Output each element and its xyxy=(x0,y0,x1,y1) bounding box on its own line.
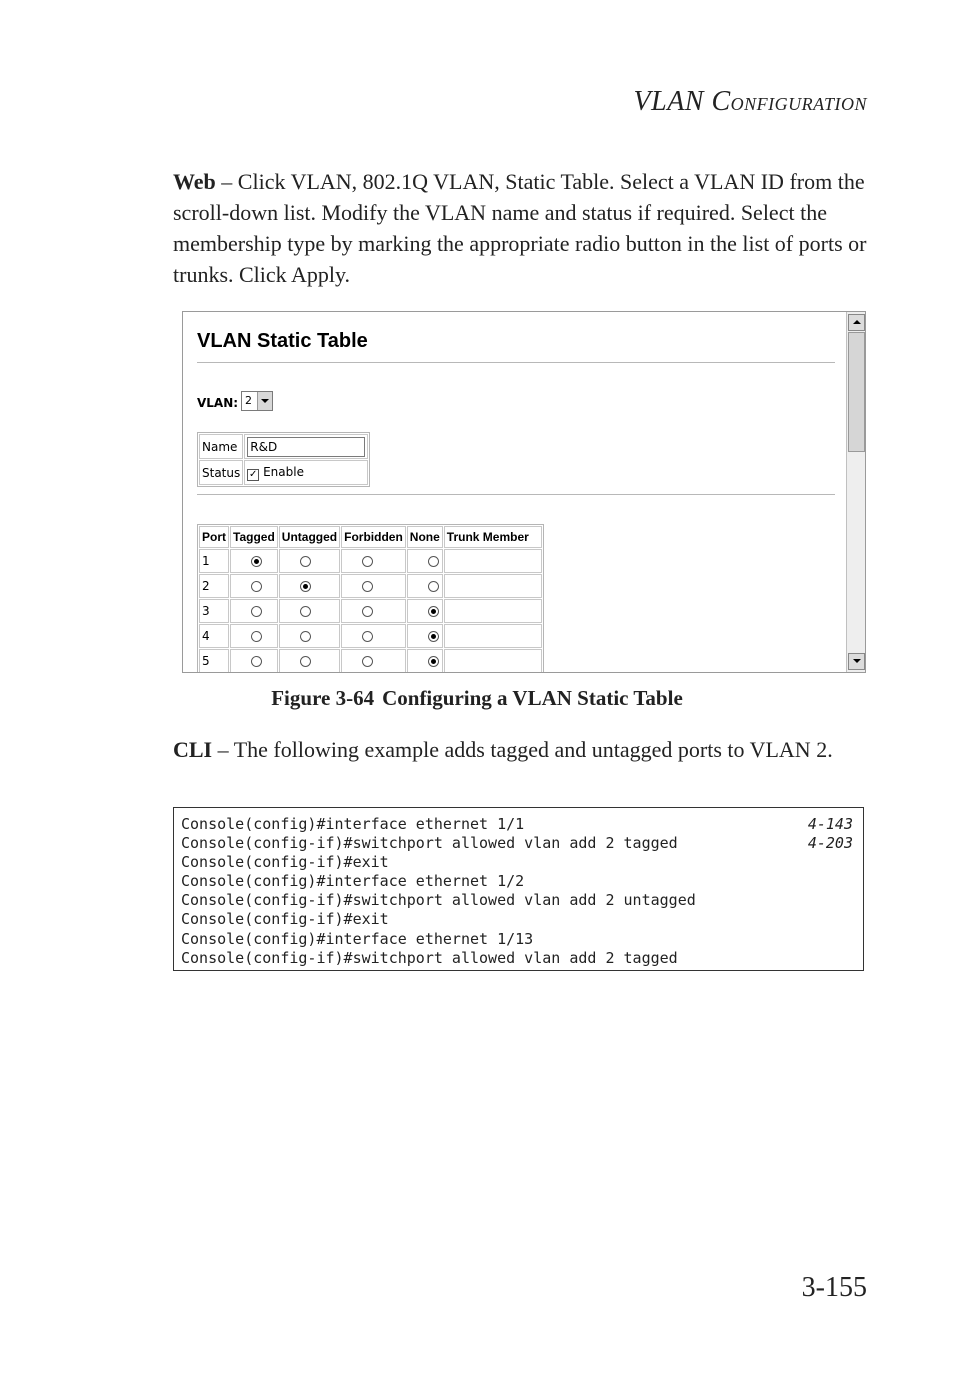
code-reference: 4-203 xyxy=(807,834,853,853)
radio-untagged[interactable] xyxy=(300,606,311,617)
figure-caption xyxy=(0,686,954,711)
divider xyxy=(197,494,835,495)
trunk-member-cell xyxy=(444,649,542,673)
scrollbar[interactable] xyxy=(846,312,865,672)
radio-untagged[interactable] xyxy=(300,581,311,592)
code-text: Console(config-if)#exit xyxy=(181,853,389,872)
code-line xyxy=(181,815,853,834)
code-text: Console(config-if)#exit xyxy=(181,910,389,929)
port-number: 4 xyxy=(199,624,229,648)
running-head: VLAN CONFIGURATION xyxy=(633,86,867,117)
radio-tagged[interactable] xyxy=(251,581,262,592)
radio-tagged[interactable] xyxy=(251,631,262,642)
page-number: 3-155 xyxy=(801,1272,867,1303)
radio-tagged[interactable] xyxy=(251,606,262,617)
code-text: Console(config)#interface ethernet 1/13 xyxy=(181,929,534,948)
column-header: Forbidden xyxy=(341,526,406,548)
code-line xyxy=(181,834,853,853)
radio-none[interactable] xyxy=(428,631,439,642)
column-header: None xyxy=(407,526,443,548)
code-line xyxy=(181,930,853,949)
radio-untagged[interactable] xyxy=(300,656,311,667)
code-text: Console(config-if)#switchport allowed vlan add 2 untagged xyxy=(181,891,696,910)
table-row xyxy=(199,649,542,673)
column-header: Tagged xyxy=(230,526,278,548)
table-row xyxy=(199,549,542,573)
radio-forbidden[interactable] xyxy=(362,556,373,567)
code-text: Console(config-if)#switchport allowed vlan add 2 tagged xyxy=(181,834,678,853)
figure-label: Figure 3-64 xyxy=(271,686,375,710)
radio-none[interactable] xyxy=(428,606,439,617)
radio-none[interactable] xyxy=(428,581,439,592)
code-line xyxy=(181,891,853,910)
cli-text: – The following example adds tagged and untagged ports to VLAN 2. xyxy=(212,737,833,762)
cli-lead: CLI xyxy=(173,737,213,762)
port-number: 3 xyxy=(199,599,229,623)
code-line xyxy=(181,872,853,891)
column-header: Trunk Member xyxy=(444,526,542,548)
trunk-member-cell xyxy=(444,549,542,573)
vlan-select-value: 2 xyxy=(245,394,252,407)
radio-tagged[interactable] xyxy=(251,556,262,567)
trunk-member-cell xyxy=(444,599,542,623)
name-label: Name xyxy=(199,434,243,459)
code-line xyxy=(181,853,853,872)
radio-tagged[interactable] xyxy=(251,656,262,667)
web-lead: Web xyxy=(173,169,216,194)
radio-none[interactable] xyxy=(428,656,439,667)
web-text: – Click VLAN, 802.1Q VLAN, Static Table. Select a VLAN ID from the scroll-down list. Modify the VLAN name and status if required. Select the membership type by marking the appropriate radio button in the list of ports or trunks. Click Apply. xyxy=(173,169,867,287)
port-membership-table xyxy=(197,524,544,673)
screenshot-title: VLAN Static Table xyxy=(197,330,368,352)
status-option-label: Enable xyxy=(263,464,304,479)
cli-instructions xyxy=(173,734,873,765)
table-row xyxy=(199,574,542,598)
trunk-member-cell xyxy=(444,574,542,598)
scroll-down-icon[interactable] xyxy=(848,653,865,670)
vlan-name-form xyxy=(197,432,370,487)
figure-title: Configuring a VLAN Static Table xyxy=(382,686,683,710)
cli-code-block xyxy=(173,807,864,971)
radio-forbidden[interactable] xyxy=(362,581,373,592)
status-checkbox[interactable]: ✓ xyxy=(249,468,258,480)
code-line xyxy=(181,949,853,968)
divider xyxy=(197,362,835,363)
code-reference: 4-143 xyxy=(807,815,853,833)
radio-untagged[interactable] xyxy=(300,556,311,567)
port-number: 2 xyxy=(199,574,229,598)
trunk-member-cell xyxy=(444,624,542,648)
radio-forbidden[interactable] xyxy=(362,606,373,617)
scroll-thumb[interactable] xyxy=(848,332,865,452)
table-row xyxy=(199,624,542,648)
code-text: Console(config)#interface ethernet 1/1 xyxy=(181,815,525,833)
port-number: 5 xyxy=(199,649,229,673)
table-row xyxy=(199,599,542,623)
radio-forbidden[interactable] xyxy=(362,656,373,667)
port-number: 1 xyxy=(199,549,229,573)
status-label: Status xyxy=(199,460,243,485)
code-line xyxy=(181,910,853,929)
code-text: Console(config)#interface ethernet 1/2 xyxy=(181,872,525,891)
web-instructions xyxy=(173,166,873,290)
column-header: Untagged xyxy=(279,526,340,548)
chevron-down-icon[interactable] xyxy=(257,392,272,410)
vlan-select[interactable] xyxy=(241,391,273,411)
column-header: Port xyxy=(199,526,229,548)
code-text: Console(config-if)#switchport allowed vlan add 2 tagged xyxy=(181,948,678,967)
name-input[interactable]: R&D xyxy=(247,437,365,457)
radio-none[interactable] xyxy=(428,556,439,567)
vlan-label: VLAN: xyxy=(197,396,239,410)
radio-untagged[interactable] xyxy=(300,631,311,642)
vlan-static-table-screenshot xyxy=(182,311,866,673)
scroll-up-icon[interactable] xyxy=(848,314,865,331)
radio-forbidden[interactable] xyxy=(362,631,373,642)
